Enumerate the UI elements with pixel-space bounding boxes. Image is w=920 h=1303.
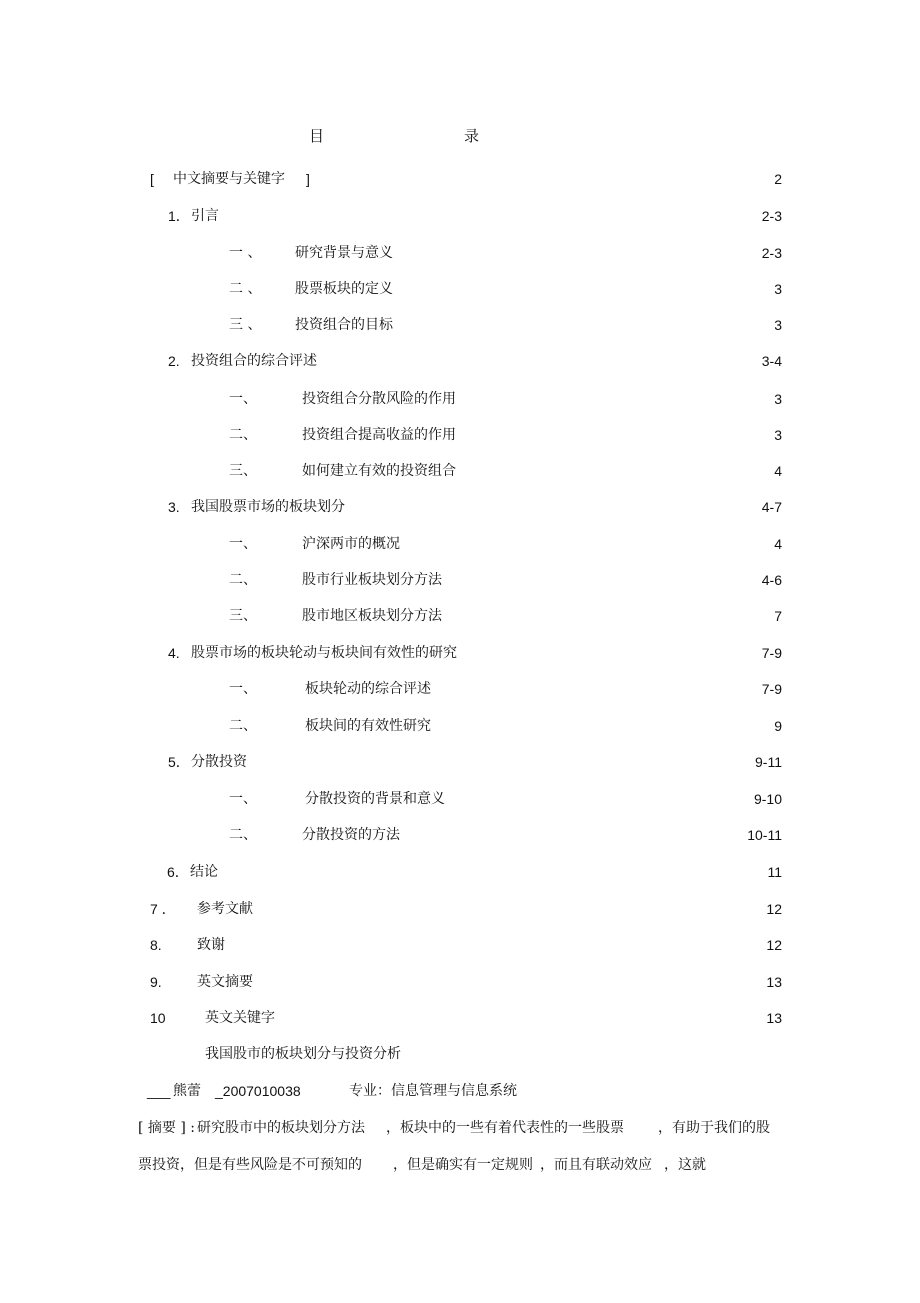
abstract-text: ，这就: [664, 1157, 706, 1173]
toc-row: [0, 646, 920, 666]
toc-row: [0, 354, 920, 374]
toc-label: 股票板块的定义: [295, 281, 393, 297]
toc-row: [0, 902, 920, 922]
toc-page: 7-9: [761, 681, 782, 697]
author-blank: ___: [147, 1083, 171, 1099]
abstract-label: [ 摘要 ] :: [138, 1120, 195, 1136]
toc-page: 9-10: [753, 791, 782, 807]
toc-page: 4: [774, 463, 782, 479]
toc-label: 英文摘要: [197, 974, 253, 990]
toc-number: 二、: [229, 572, 257, 588]
toc-page: 9: [774, 718, 782, 734]
toc-label: 研究背景与意义: [295, 245, 393, 261]
toc-page: 9-11: [755, 754, 782, 770]
toc-row: [0, 938, 920, 958]
toc-title-left: 目: [309, 127, 325, 145]
toc-number: 三、: [229, 608, 257, 624]
toc-page: 2: [774, 171, 782, 187]
toc-page: 3-4: [761, 353, 782, 369]
toc-label: 分散投资: [191, 754, 247, 770]
toc-number: 4.: [168, 645, 180, 661]
toc-number: 一、: [229, 391, 257, 407]
toc-number: 一、: [229, 791, 257, 807]
abstract-text: 票投资，但是有些风险是不可预知的: [138, 1157, 362, 1173]
toc-row: [0, 428, 920, 448]
toc-number: 三 、: [229, 317, 262, 333]
toc-page: 4-7: [761, 499, 782, 515]
toc-row: [0, 464, 920, 484]
toc-bracket-close: ]: [306, 171, 310, 187]
toc-number: 3.: [168, 499, 180, 515]
author-name: 熊蕾: [173, 1083, 201, 1099]
toc-row: [0, 209, 920, 229]
toc-label: 沪深两市的概况: [302, 536, 400, 552]
toc-page: 3: [774, 427, 782, 443]
toc-page: 3: [774, 281, 782, 297]
student-id: _2007010038: [215, 1083, 301, 1099]
toc-label: 我国股票市场的板块划分: [191, 499, 345, 515]
toc-row: [0, 792, 920, 812]
toc-number: 二、: [229, 827, 257, 843]
toc-label: 投资组合提高收益的作用: [302, 427, 456, 443]
toc-page: 13: [766, 1010, 782, 1026]
toc-label: 参考文献: [197, 901, 253, 917]
toc-number: 9.: [150, 974, 162, 990]
toc-row: [0, 573, 920, 593]
toc-page: 7-9: [761, 645, 782, 661]
toc-title-right: 录: [464, 127, 480, 145]
toc-number: 7 ．: [150, 901, 176, 917]
toc-page: 10-11: [747, 827, 782, 843]
toc-page: 12: [766, 937, 782, 953]
toc-row: [0, 755, 920, 775]
toc-number: 10: [150, 1010, 166, 1026]
toc-label: 股市行业板块划分方法: [302, 572, 442, 588]
toc-page: 13: [766, 974, 782, 990]
abstract-text: ，板块中的一些有着代表性的一些股票: [386, 1120, 624, 1136]
toc-page: 12: [766, 901, 782, 917]
toc-page: 3: [774, 391, 782, 407]
abstract-text: 研究股市中的板块划分方法: [197, 1120, 365, 1136]
toc-row: [0, 392, 920, 412]
toc-number: 2.: [168, 353, 180, 369]
toc-row: [0, 828, 920, 848]
toc-number: 二、: [229, 718, 257, 734]
toc-row: [0, 975, 920, 995]
toc-label: 引言: [191, 208, 219, 224]
abstract-text: ，但是确实有一定规则: [393, 1157, 533, 1173]
toc-page: 2-3: [761, 245, 782, 261]
toc-label: 投资组合分散风险的作用: [302, 391, 456, 407]
toc-number: 二 、: [229, 281, 262, 297]
toc-number: 一、: [229, 536, 257, 552]
toc-number: 一 、: [229, 245, 262, 261]
toc-label: 股市地区板块划分方法: [302, 608, 442, 624]
toc-number: 一、: [229, 681, 257, 697]
toc-number: 二、: [229, 427, 257, 443]
toc-row: [0, 682, 920, 702]
toc-label: 板块轮动的综合评述: [305, 681, 431, 697]
toc-label: 致谢: [197, 937, 225, 953]
toc-label: 中文摘要与关键字: [173, 171, 285, 187]
abstract-text: ，而且有联动效应: [540, 1157, 652, 1173]
toc-label: 投资组合的目标: [295, 317, 393, 333]
toc-row: [0, 282, 920, 302]
paper-title: 我国股市的板块划分与投资分析: [205, 1046, 401, 1062]
toc-number: 1．: [168, 208, 190, 224]
toc-row: [0, 865, 920, 885]
toc-row: [0, 609, 920, 629]
toc-page: 11: [767, 864, 782, 880]
toc-row: [0, 172, 920, 192]
toc-page: 7: [774, 608, 782, 624]
toc-label: 英文关键字: [205, 1010, 275, 1026]
toc-row: [0, 719, 920, 739]
toc-page: 4-6: [761, 572, 782, 588]
toc-row: [0, 500, 920, 520]
toc-row: [0, 246, 920, 266]
abstract-text: ，有助于我们的股: [658, 1120, 770, 1136]
toc-number: 三、: [229, 463, 257, 479]
toc-bracket-open: [: [150, 171, 154, 187]
toc-page: 3: [774, 317, 782, 333]
toc-page: 2-3: [761, 208, 782, 224]
toc-row: [0, 537, 920, 557]
toc-label: 如何建立有效的投资组合: [302, 463, 456, 479]
toc-label: 投资组合的综合评述: [191, 353, 317, 369]
toc-label: 结论: [190, 864, 218, 880]
toc-row: [0, 1011, 920, 1031]
toc-label: 股票市场的板块轮动与板块间有效性的研究: [191, 645, 457, 661]
toc-label: 分散投资的背景和意义: [305, 791, 445, 807]
toc-row: [0, 318, 920, 338]
major: 专业：信息管理与信息系统: [349, 1083, 517, 1099]
toc-label: 分散投资的方法: [302, 827, 400, 843]
toc-page: 4: [774, 536, 782, 552]
toc-number: 5．: [168, 754, 190, 770]
toc-number: 6．: [167, 864, 189, 880]
toc-label: 板块间的有效性研究: [305, 718, 431, 734]
toc-number: 8.: [150, 937, 162, 953]
